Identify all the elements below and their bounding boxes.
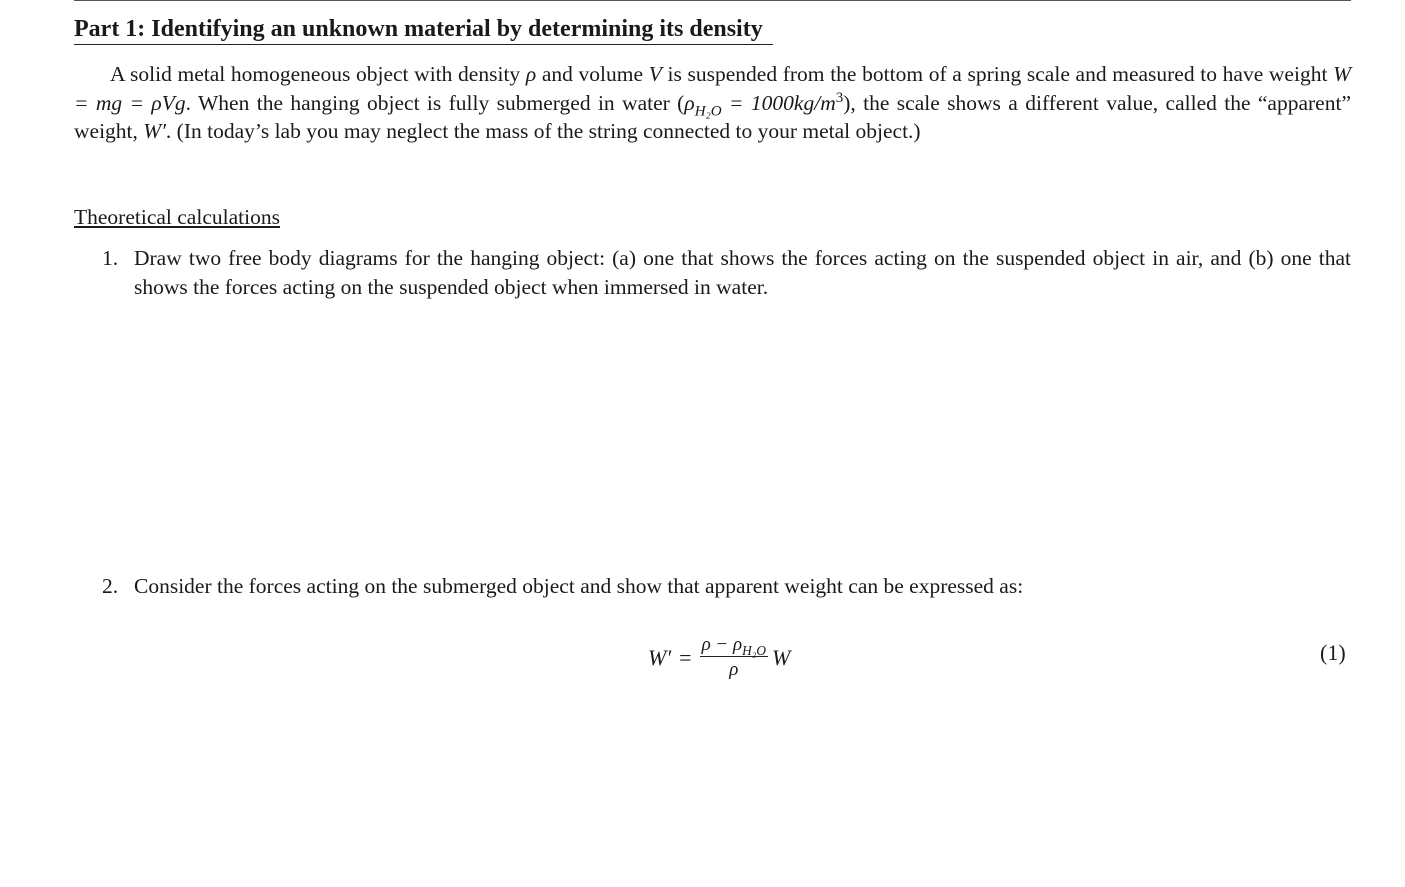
intro-text: . When the hanging object is fully submerged in water ( [185, 90, 685, 115]
intro-text: A solid metal homogeneous object with density [110, 62, 526, 86]
item-number: 2. [102, 574, 119, 598]
intro-text: is suspended from the bottom of a spring scale and measured to have weight [661, 62, 1334, 86]
intro-text: . (In today’s lab you may neglect the mass of the string connected to your metal object.) [165, 119, 921, 143]
volume-symbol: V [648, 62, 662, 86]
rho-water-value: = 1000kg/m [721, 90, 836, 115]
weight-equation: W = mg = ρVg [74, 62, 1351, 115]
equation-fraction [700, 634, 768, 683]
numerator-subscript: H₂O [742, 642, 766, 658]
equation-factor: W [771, 645, 791, 670]
part-title: Part 1: Identifying an unknown material by determining its density [74, 14, 773, 45]
section-heading: Theoretical calculations [74, 205, 280, 229]
intro-text: ), the scale shows a different value, called the “apparent” weight, [74, 90, 1351, 143]
rho-water-subscript: H₂O [694, 102, 722, 119]
equation-number: (1) [1320, 640, 1346, 665]
rho-water-symbol: ρ [684, 90, 695, 115]
numerator-text: ρ − ρ [701, 633, 743, 655]
intro-paragraph [74, 60, 1351, 146]
item-text: Consider the forces acting on the submerged object and show that apparent weight can be expressed as: [134, 574, 1024, 598]
rho-symbol: ρ [525, 62, 537, 86]
list-item [102, 244, 1351, 301]
rho-water-exponent: 3 [835, 89, 844, 106]
top-rule [74, 0, 1351, 1]
equation-equals: = [679, 645, 692, 670]
list-item [102, 572, 1351, 601]
item-number: 1. [102, 246, 119, 270]
apparent-weight-equation [648, 630, 790, 686]
fraction-denominator: ρ [729, 658, 739, 680]
equation-lhs: W′ [648, 645, 672, 670]
apparent-weight-symbol: W′ [143, 119, 166, 143]
item-text: Draw two free body diagrams for the hanging object: (a) one that shows the forces acting on the suspended object in air, and (b) one that shows the forces acting on the suspended object when immersed in water. [134, 246, 1351, 299]
intro-text: and volume [536, 62, 649, 86]
fraction-numerator [700, 634, 768, 657]
